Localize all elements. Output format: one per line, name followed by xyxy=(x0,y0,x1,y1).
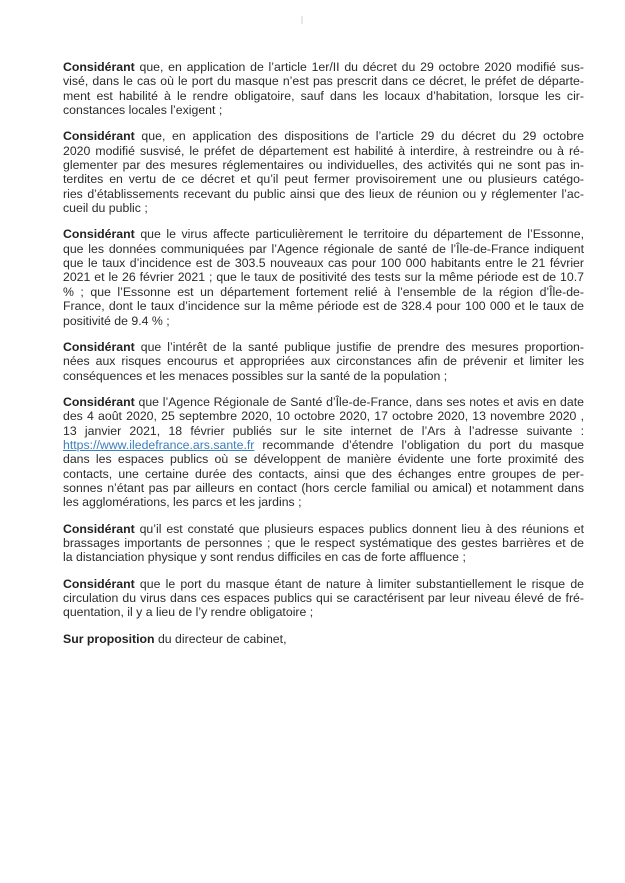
ars-website-link[interactable]: https://www.iledefrance.ars.sante.fr xyxy=(63,437,255,452)
document-body xyxy=(63,60,584,658)
considerant-paragraph-7: Considérant que le port du masque étant de nature à limiter substantiellement le risque de circulation du virus dans ces espaces publics qui se caractérisent par leur niveau élevé de fré- quentation, il y a lieu de l’y rendre obligatoire ; xyxy=(63,576,584,620)
considerant-paragraph-2: Considérant que, en application des dispositions de l’article 29 du décret du 29 octobre 2020 modifié susvisé, le préfet de département est habilité à interdire, à restreindre ou à ré- glementer par des mesures réglementaires ou individuelles, des activités qui ne sont pas in- terdites en vertu de ce décret et qu’il peut fermer provisoirement une ou plusieurs catégo- ries d’établissements recevant du public ainsi que des lieux de réunion ou y réglementer l’ac- cueil du public ; xyxy=(63,129,584,216)
considerant-paragraph-4: Considérant que l’intérêt de la santé publique justifie de prendre des mesures proportion- nées aux risques encourus et appropriées aux circonstances afin de prévenir et limiter les conséquences et les menaces possibles sur la santé de la population ; xyxy=(63,339,584,383)
considerant-paragraph-1: Considérant que, en application de l’article 1er/II du décret du 29 octobre 2020 modifié sus- visé, dans le cas où le port du masque n’est pas prescrit dans ce décret, le préfet de départe- ment est habilité à le rendre obligatoire, sauf dans les locaux d’habitation, lorsque les cir- constances locales l’exigent ; xyxy=(63,60,584,118)
paragraph-lead: Sur proposition xyxy=(63,631,155,646)
paragraph-lead: Considérant xyxy=(63,339,135,354)
considerant-paragraph-6: Considérant qu’il est constaté que plusieurs espaces publics donnent lieu à des réunions et brassages importants de personnes ; que le respect systématique des gestes barrières et de la distanciation physique y sont rendus difficiles en cas de forte affluence ; xyxy=(63,521,584,565)
paragraph-lead: Considérant xyxy=(63,60,135,74)
considerant-paragraph-3: Considérant que le virus affecte particulièrement le territoire du département de l’Essonne, que les données communiquées par l’Agence régionale de santé de l’Île-de-France indiquent que le taux d’incidence est de 303.5 nouveaux cas pour 100 000 habitants entre le 21 février 2021 et le 26 février 2021 ; que le taux de positivité des tests sur la même période est de 10.7 % ; que l’Essonne est un département fortement relié à l’ensemble de la région d’Île-de- France, dont le taux d’incidence sur la même période est de 328.4 pour 100 000 et le taux de positivité de 9.4 % ; xyxy=(63,227,584,328)
paragraph-lead: Considérant xyxy=(63,521,135,536)
scan-artifact xyxy=(301,16,303,24)
sur-proposition-paragraph: Sur proposition du directeur de cabinet, xyxy=(63,631,287,646)
paragraph-lead: Considérant xyxy=(63,227,135,242)
paragraph-lead: Considérant xyxy=(63,394,135,409)
paragraph-lead: Considérant xyxy=(63,129,135,144)
considerant-paragraph-5: Considérant que l’Agence Régionale de Santé d’Île-de-France, dans ses notes et avis en date des 4 août 2020, 25 septembre 2020, 10 octobre 2020, 17 octobre 2020, 13 novembre 2020 , 13 janvier 2021, 18 février publiés sur le site internet de l’Ars à l’adresse suivante : https://www.iledefrance.ars.sante.fr recommande d’étendre l’obligation du port du masque dans les espaces publics où se développent de manière évidente une forte proximité des contacts, une certaine durée des contacts, ainsi que des échanges entre groupes de per- sonnes n’étant pas par ailleurs en contact (hors cercle familial ou amical) et notamment dans les agglomérations, les parcs et les jardins ; xyxy=(63,394,584,510)
paragraph-lead: Considérant xyxy=(63,576,135,591)
